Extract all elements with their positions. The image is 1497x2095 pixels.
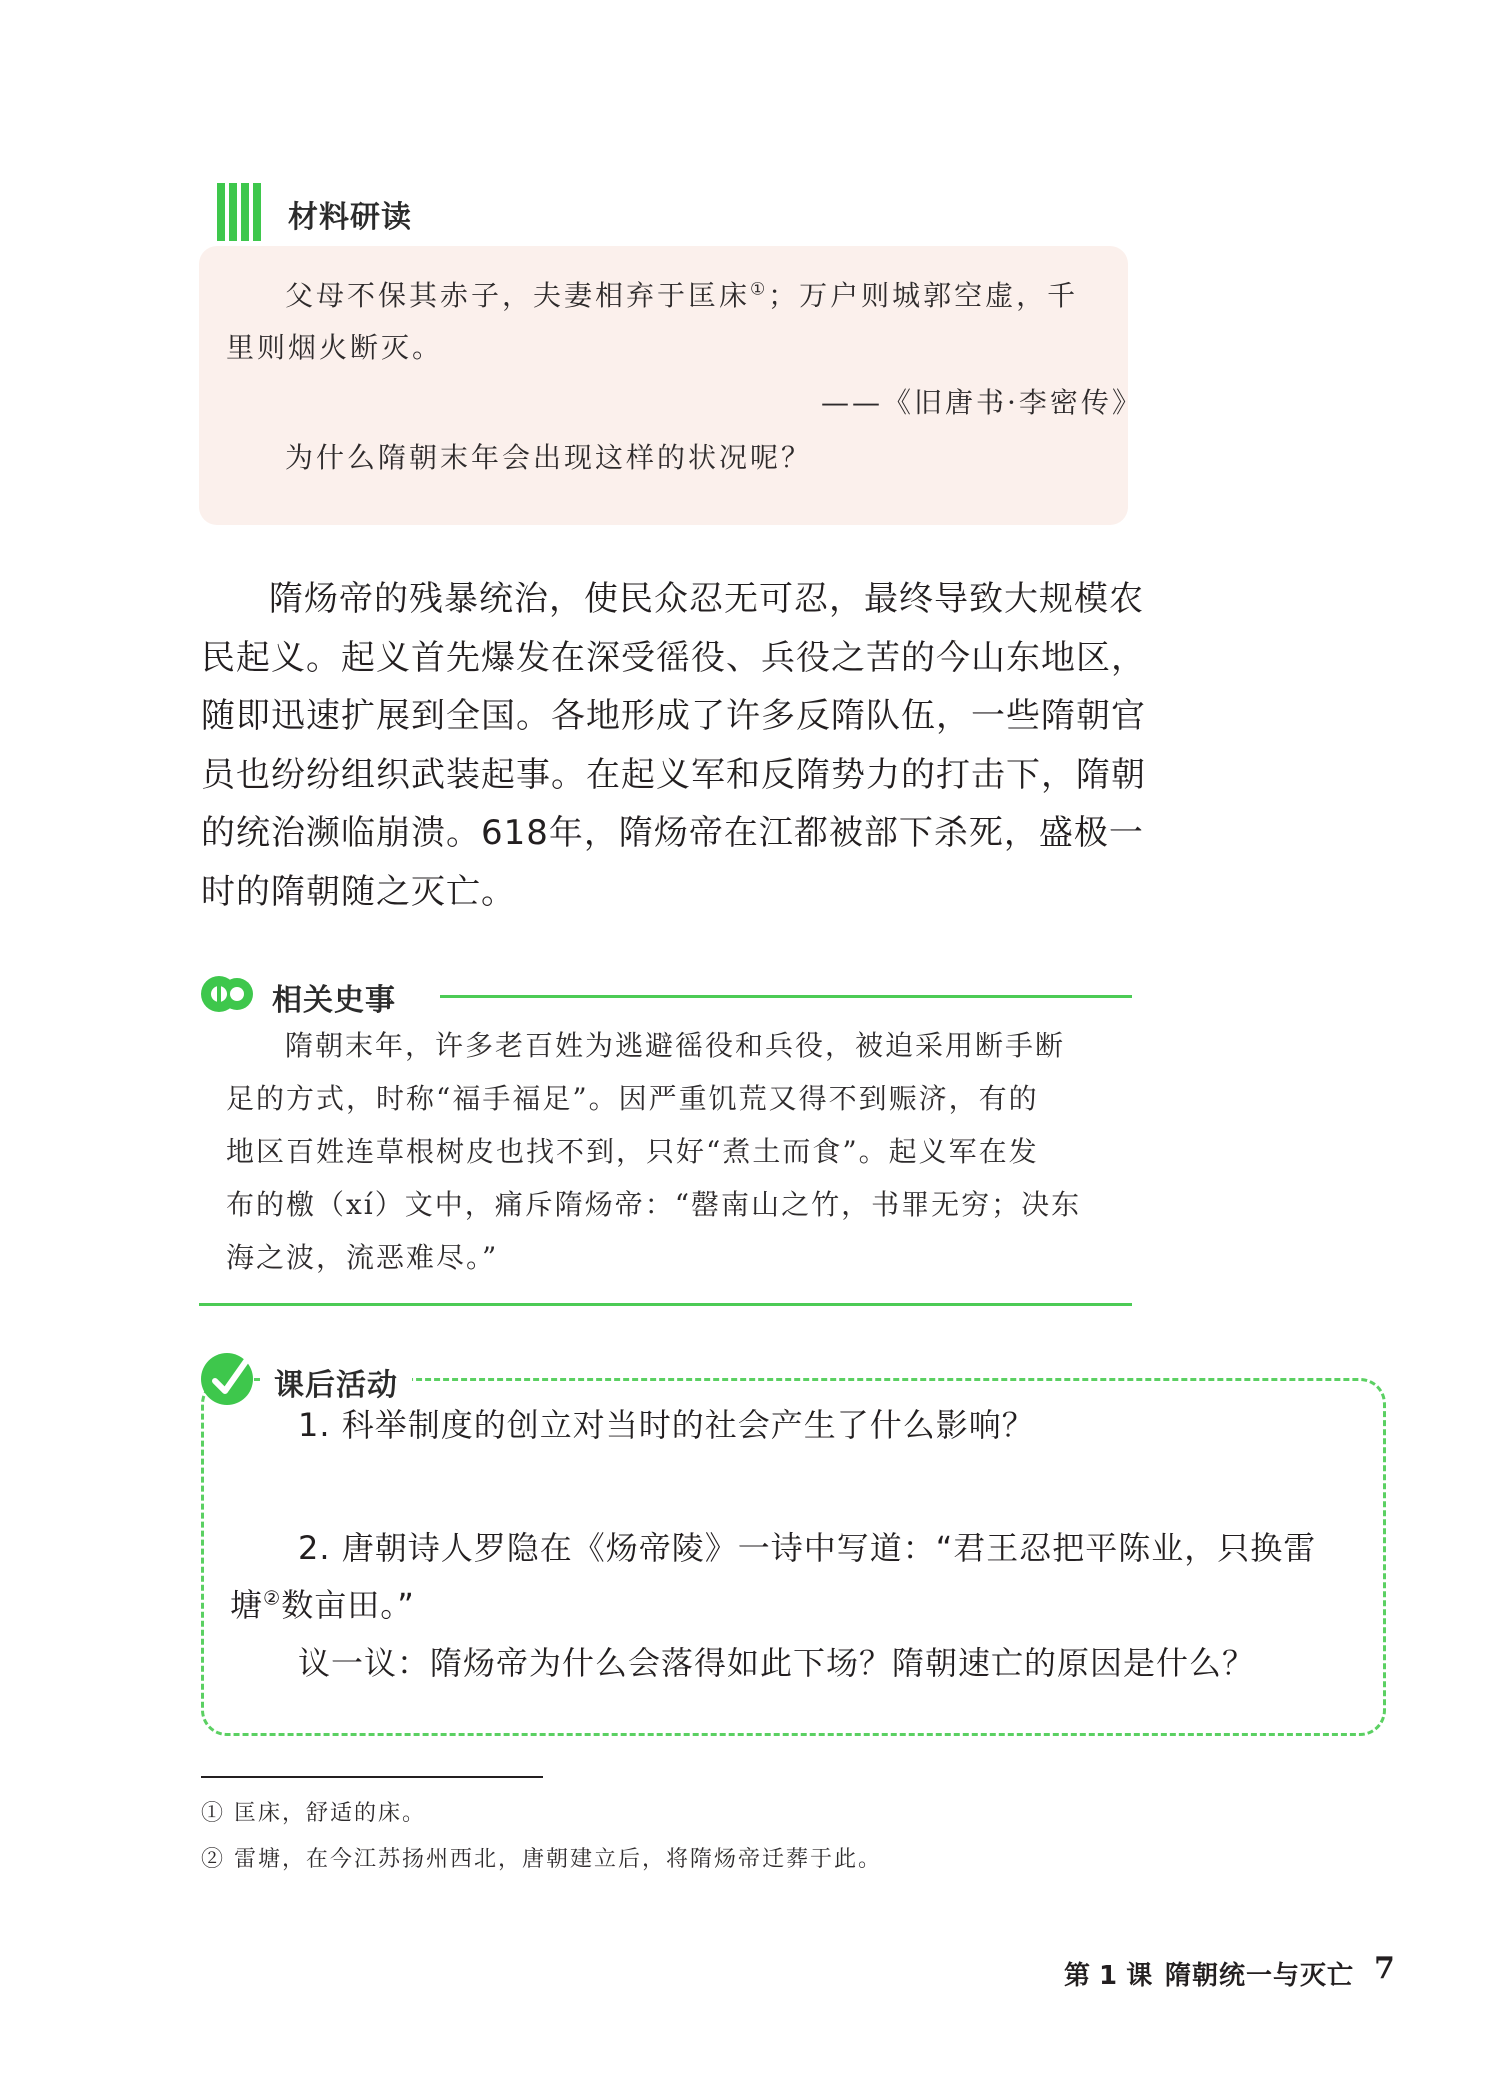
study-quote-source: ——《旧唐书·李密传》 [821,386,1143,419]
related-text-line-1: 隋朝末年，许多老百姓为逃避徭役和兵役，被迫采用断手断 [285,1029,1066,1062]
related-text-line-5: 海之波，流恶难尽。” [226,1241,499,1274]
related-bottom-divider [199,1303,1132,1306]
related-section-title: 相关史事 [272,983,396,1018]
related-text-line-3: 地区百姓连草根树皮也找不到，只好“煮土而食”。起义军在发 [226,1135,1039,1168]
related-text-line-2: 足的方式，时称“福手福足”。因严重饥荒又得不到赈济，有的 [226,1082,1039,1115]
activity-check-icon [199,1347,259,1407]
related-history-icon [199,966,255,1022]
study-question: 为什么隋朝末年会出现这样的状况呢？ [285,441,813,474]
activity-question-2-line-2: 塘②数亩田。” [230,1586,415,1624]
study-bars-icon [217,183,261,241]
main-paragraph-line-2: 民起义。起义首先爆发在深受徭役、兵役之苦的今山东地区， [201,638,1146,678]
study-section-title: 材料研读 [288,200,412,235]
related-top-divider [440,995,1132,998]
footnote-ref-1: ① [750,278,769,299]
activity-question-2-line-1: 2. 唐朝诗人罗隐在《炀帝陵》一诗中写道：“君王忍把平陈业，只换雷 [298,1529,1317,1567]
study-quote-line-1: 父母不保其赤子，夫妻相弃于匡床①；万户则城郭空虚，千 [285,278,1079,312]
main-paragraph-line-5: 的统治濒临崩溃。618年，隋炀帝在江都被部下杀死，盛极一 [201,813,1144,853]
main-paragraph-line-6: 时的隋朝随之灭亡。 [201,872,516,912]
related-text-line-4: 布的檄（xí）文中，痛斥隋炀帝：“罄南山之竹，书罪无穷；决东 [226,1188,1082,1221]
footnote-ref-2: ② [263,1586,282,1610]
activity-section-title: 课后活动 [274,1368,398,1403]
main-paragraph-line-3: 随即迅速扩展到全国。各地形成了许多反隋队伍，一些隋朝官 [201,696,1146,736]
main-paragraph-line-1: 隋炀帝的残暴统治，使民众忍无可忍，最终导致大规模农 [269,579,1144,619]
footnote-2: ② 雷塘，在今江苏扬州西北，唐朝建立后，将隋炀帝迁葬于此。 [201,1847,882,1872]
activity-question-2-line-3: 议一议：隋炀帝为什么会落得如此下场？隋朝速亡的原因是什么？ [298,1644,1256,1682]
footnote-divider [201,1776,543,1778]
page-number: 7 [1374,1951,1395,1986]
footer-lesson-number: 第 1 课 [1064,1961,1153,1991]
main-paragraph-line-4: 员也纷纷组织武装起事。在起义军和反隋势力的打击下，隋朝 [201,755,1146,795]
footnote-1: ① 匡床，舒适的床。 [201,1801,426,1826]
footer-lesson-title: 隋朝统一与灭亡 [1165,1961,1355,1991]
activity-question-1: 1. 科举制度的创立对当时的社会产生了什么影响？ [298,1406,1035,1444]
study-quote-line-2: 里则烟火断灭。 [226,331,444,364]
